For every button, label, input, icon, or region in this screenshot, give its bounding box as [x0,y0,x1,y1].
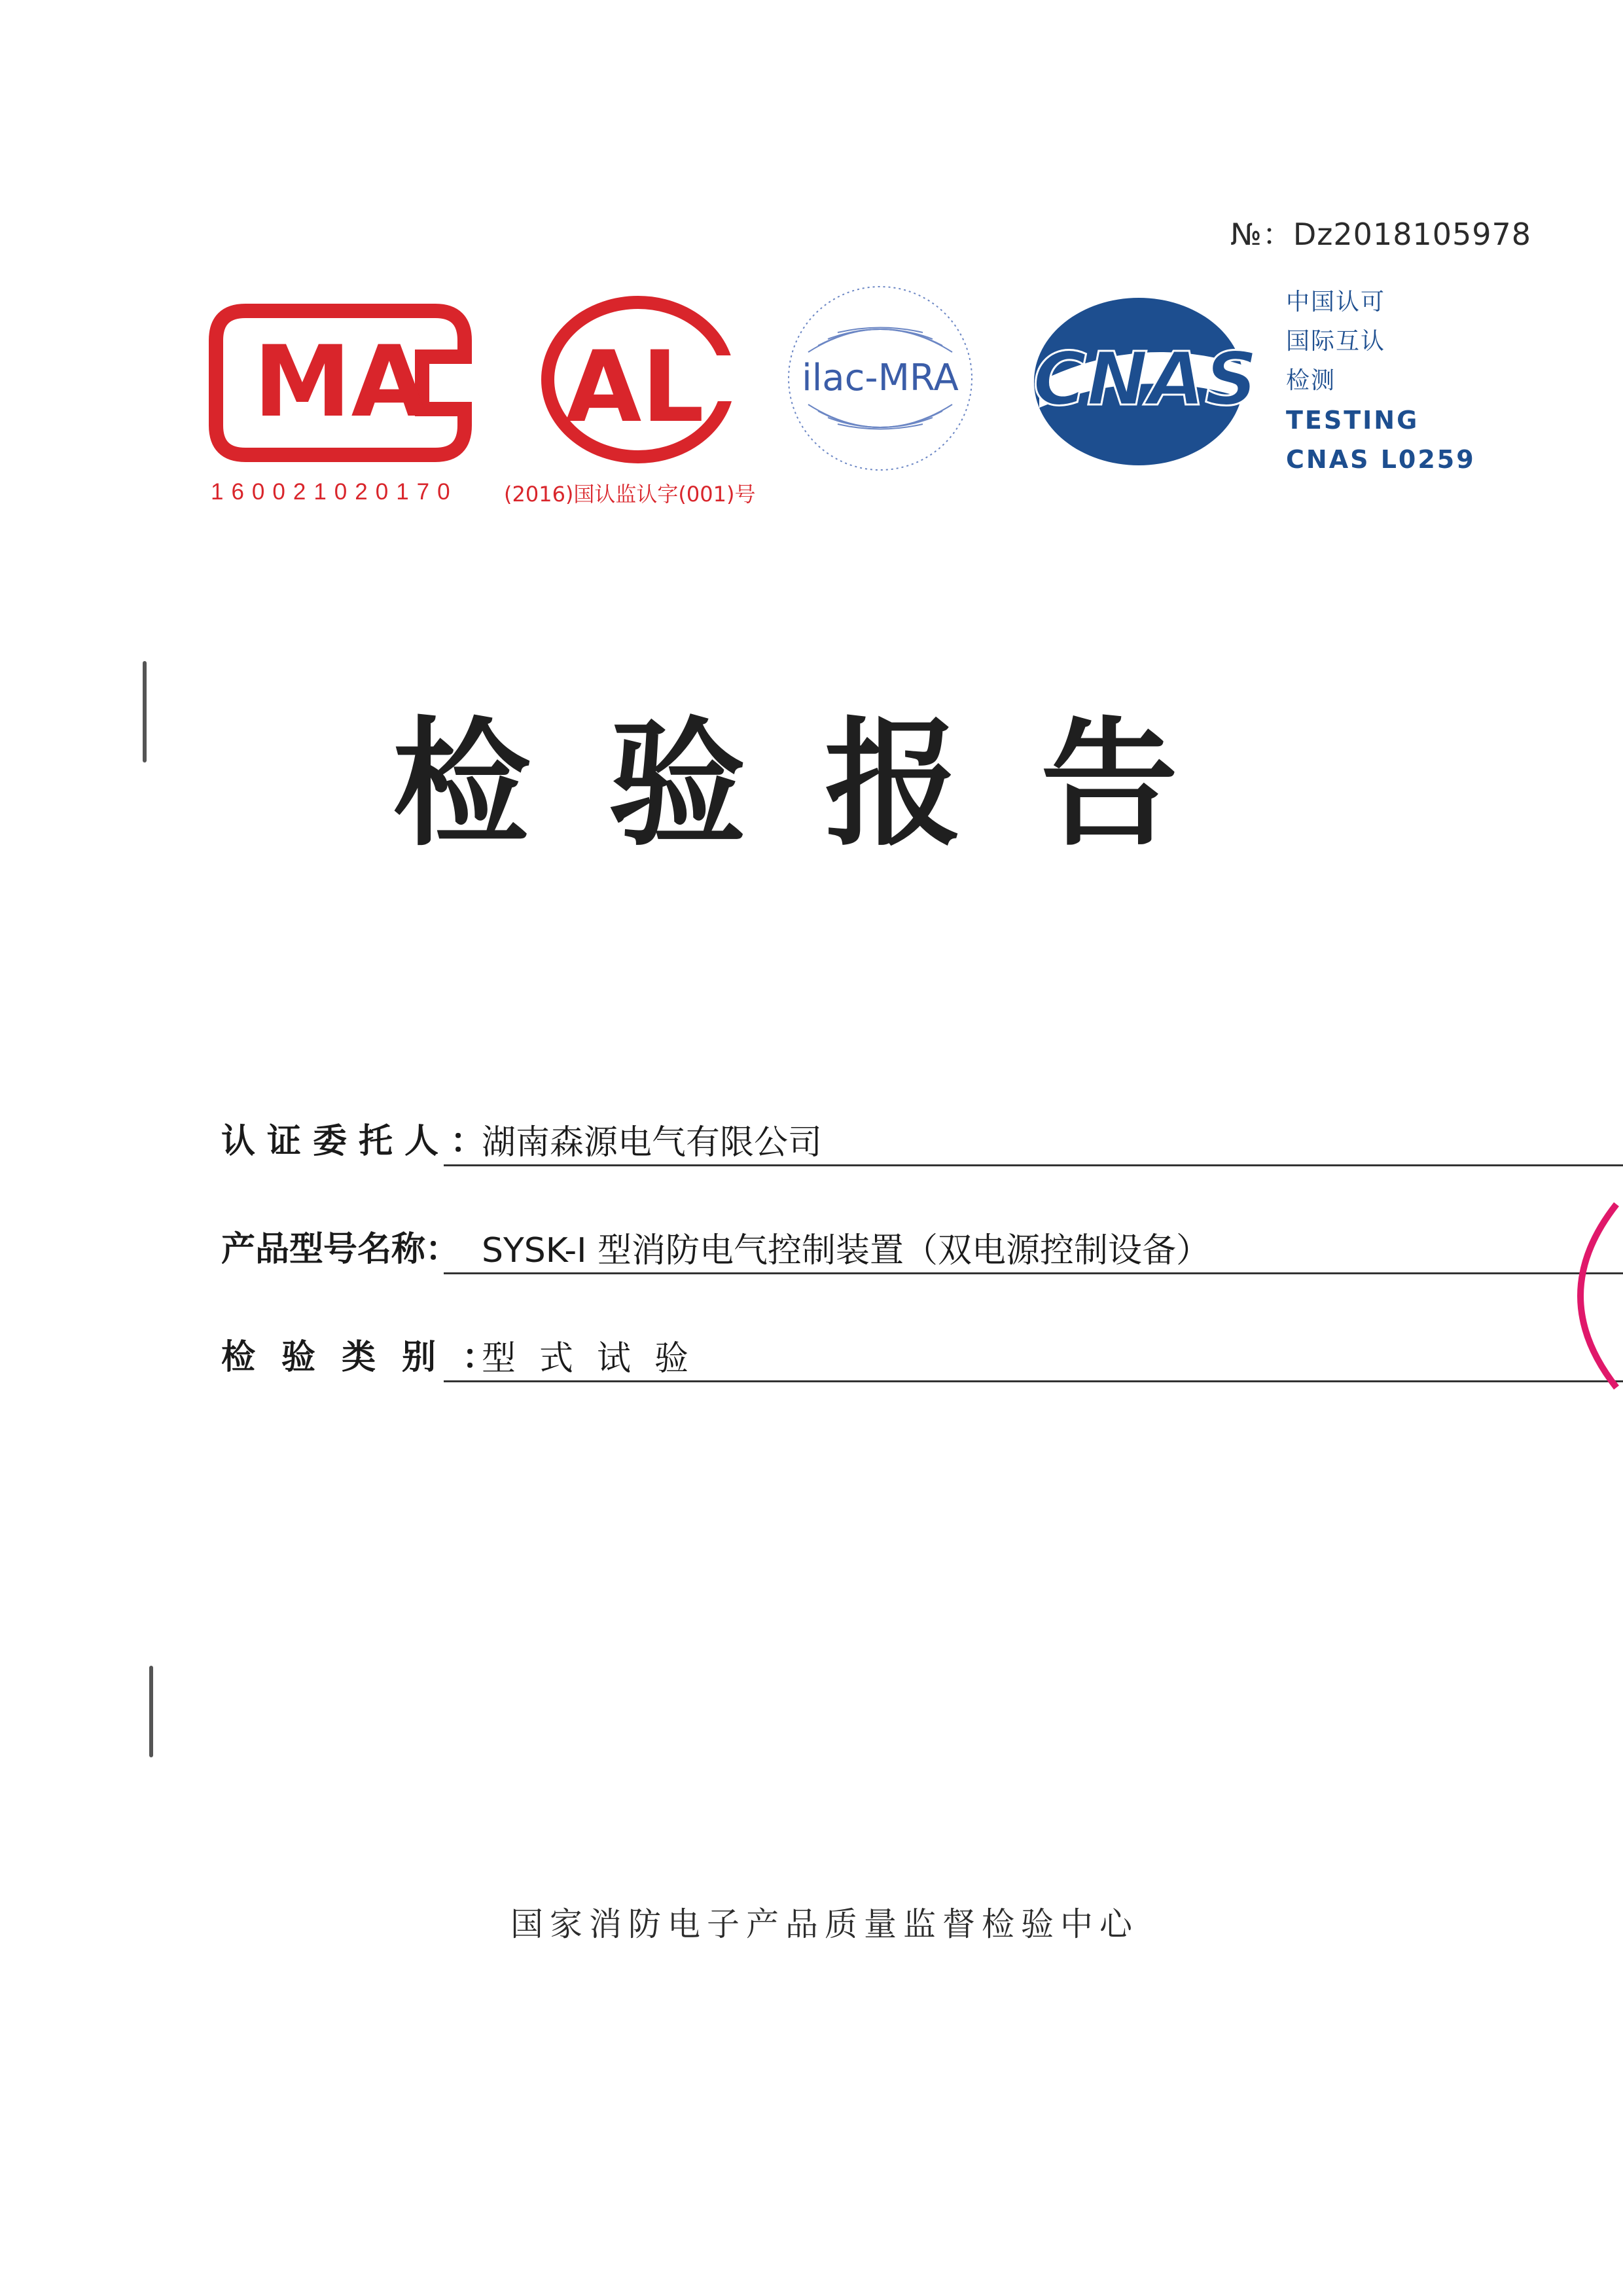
field-underline [444,1164,1623,1166]
ilac-text: ilac-MRA [802,357,959,399]
cnas-en-line-1: TESTING [1286,406,1419,435]
cnas-accreditation-text [1286,283,1522,479]
cal-letters: AL [565,331,704,444]
ilac-mra-logo [782,280,978,476]
field-inspection-type-value: 型式试验 [482,1339,713,1378]
cma-letters: MA [253,325,427,439]
cal-logo [537,293,740,467]
field-product-label: 产品型号名称： [221,1230,460,1269]
cal-accreditation-text: (2016)国认监认字(001)号 [504,482,756,507]
cnas-letters: CNAS [1033,337,1258,422]
field-client-label: 认证委托人： [221,1122,497,1161]
field-inspection-type-label: 检验类别： [221,1338,523,1377]
field-product-value: SYSK-I 型消防电气控制装置（双电源控制设备） [482,1231,1211,1270]
report-number: №：Dz2018105978 [1230,217,1532,252]
report-title: 检验报告 [392,704,1257,865]
field-underline [444,1272,1623,1274]
issuing-organization: 国家消防电子产品质量监督检验中心 [510,1905,1139,1943]
cma-certificate-number: 160021020170 [211,479,458,505]
cnas-cn-line-2: 国际互认 [1286,328,1386,355]
cnas-cn-line-3: 检测 [1286,367,1336,394]
cma-logo [206,298,474,468]
red-seal-edge [1518,1198,1623,1394]
field-underline [444,1380,1623,1382]
field-client-value: 湖南森源电气有限公司 [482,1123,823,1162]
cnas-en-line-2: CNAS L0259 [1286,445,1476,474]
cnas-cn-line-1: 中国认可 [1286,289,1386,315]
cnas-logo [1027,293,1263,470]
staple-mark [149,1666,153,1757]
